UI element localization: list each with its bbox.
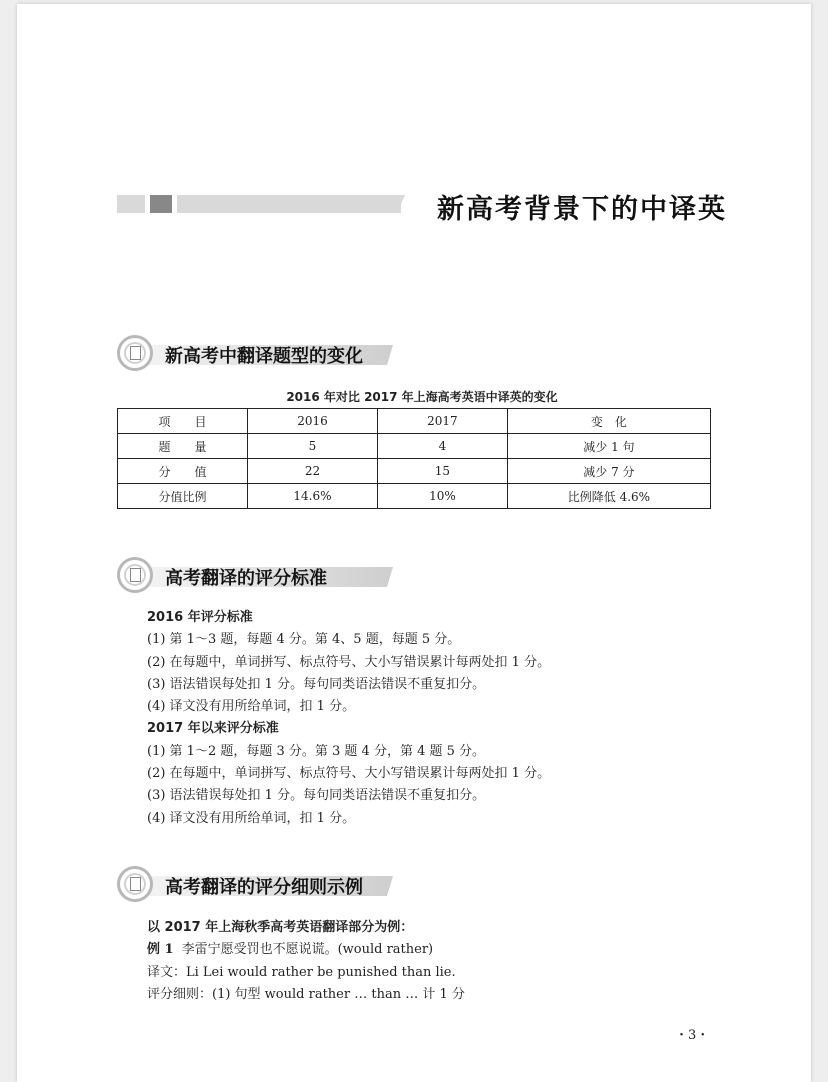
document-icon (117, 557, 153, 593)
example-intro: 以 2017 年上海秋季高考英语翻译部分为例： (147, 920, 414, 935)
scoring-example (147, 917, 707, 1006)
list-item: (1) 第 1～2 题，每题 3 分。第 3 题 4 分，第 4 题 5 分。 (147, 743, 486, 759)
list-item: (1) 第 1～3 题，每题 4 分。第 4、5 题，每题 5 分。 (147, 632, 461, 648)
table-cell: 题 量 (118, 434, 248, 459)
table-cell: 14.6% (247, 484, 377, 509)
section-heading-2 (117, 557, 397, 597)
example-label: 例 1 (147, 942, 174, 958)
table-cell: 减少 1 句 (507, 434, 710, 459)
subheading-2016: 2016 年评分标准 (147, 610, 253, 625)
table-row (118, 459, 711, 484)
list-item: (4) 译文没有用所给单词，扣 1 分。 (147, 810, 356, 826)
example-question: 李雷宁愿受罚也不愿说谎。(would rather) (181, 942, 434, 958)
table-row (118, 484, 711, 509)
section-band-cap (387, 345, 393, 365)
table-cell: 分 值 (118, 459, 248, 484)
table-cell: 分值比例 (118, 484, 248, 509)
table-cell: 5 (247, 434, 377, 459)
section-band-cap (387, 567, 393, 587)
page-number: ・3・ (675, 1028, 710, 1043)
comparison-table (117, 408, 711, 509)
table-cell: 项 目 (118, 409, 248, 434)
example-rule: 评分细则：(1) 句型 would rather … than … 计 1 分 (147, 986, 465, 1002)
list-item: (4) 译文没有用所给单词，扣 1 分。 (147, 699, 356, 715)
chapter-title: 新高考背景下的中译英 (437, 194, 727, 225)
chapter-title-band (117, 190, 727, 225)
subheading-2017: 2017 年以来评分标准 (147, 721, 279, 737)
table-cell: 10% (377, 484, 507, 509)
table-row (118, 409, 711, 434)
section-heading-3 (117, 866, 397, 906)
table-cell: 2017 (377, 409, 507, 434)
section-title: 高考翻译的评分细则示例 (165, 877, 363, 898)
document-page (17, 4, 811, 1082)
table-row (118, 434, 711, 459)
list-item: (3) 语法错误每处扣 1 分。每句同类语法错误不重复扣分。 (147, 788, 486, 804)
table-cell: 4 (377, 434, 507, 459)
table-caption: 2016 年对比 2017 年上海高考英语中译英的变化 (286, 390, 558, 404)
document-icon (117, 335, 153, 371)
section-heading-1 (117, 335, 397, 375)
table-cell: 减少 7 分 (507, 459, 710, 484)
example-translation: 译文：Li Lei would rather be punished than lie. (147, 964, 456, 980)
list-item: (2) 在每题中，单词拼写、标点符号、大小写错误累计每两处扣 1 分。 (147, 766, 551, 782)
example-question-line (147, 939, 707, 961)
scoring-standards (147, 607, 707, 830)
decor-bar (177, 195, 401, 213)
table-cell: 22 (247, 459, 377, 484)
section-band-cap (387, 876, 393, 896)
document-icon (117, 866, 153, 902)
section-title: 高考翻译的评分标准 (165, 568, 327, 589)
section-title: 新高考中翻译题型的变化 (165, 346, 363, 367)
decor-block (117, 195, 145, 213)
table-cell: 2016 (247, 409, 377, 434)
table-cell: 比例降低 4.6% (507, 484, 710, 509)
table-cell: 15 (377, 459, 507, 484)
table-cell: 变 化 (507, 409, 710, 434)
decor-bar-cap (397, 195, 405, 213)
decor-block-dark (150, 195, 172, 213)
list-item: (3) 语法错误每处扣 1 分。每句同类语法错误不重复扣分。 (147, 676, 486, 692)
list-item: (2) 在每题中，单词拼写、标点符号、大小写错误累计每两处扣 1 分。 (147, 654, 551, 670)
